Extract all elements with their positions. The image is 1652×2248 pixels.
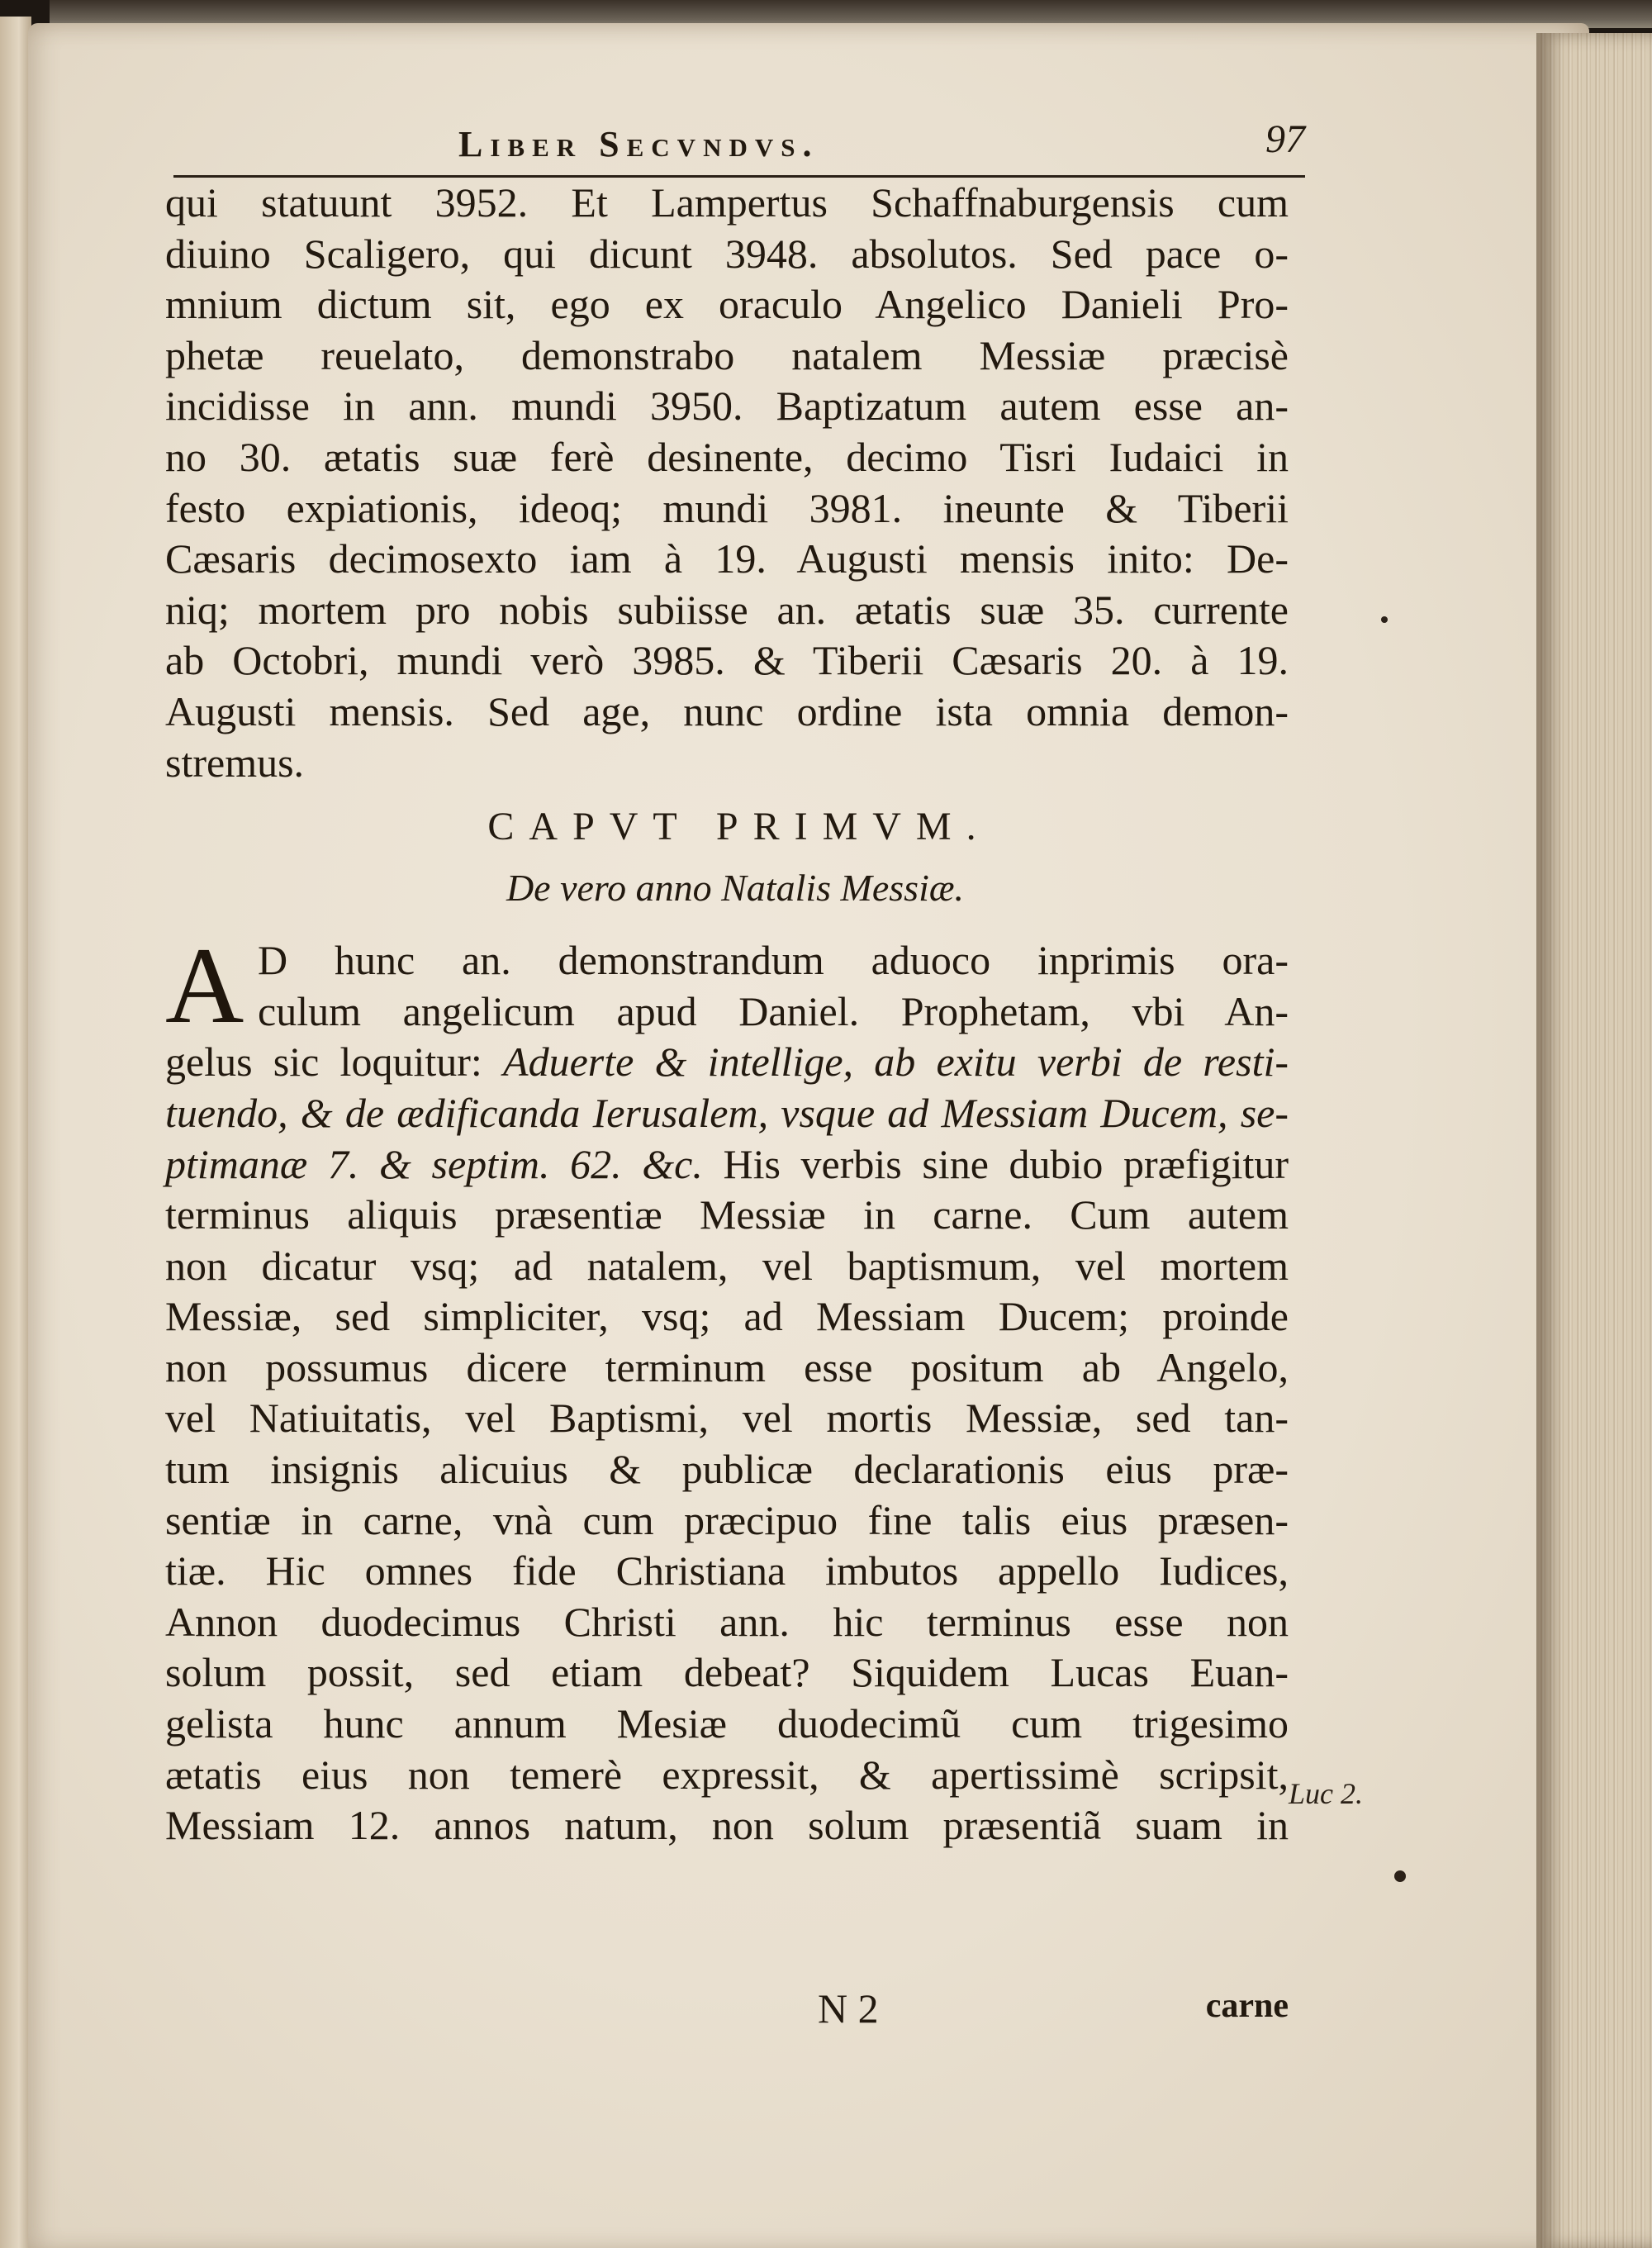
text-line: phetæ reuelato, demonstrabo natalem Messiæ præcisè: [165, 331, 1289, 378]
chapter-paragraph: [165, 924, 1289, 1851]
text-line: Cæsaris decimosexto iam à 19. Augusti mensis inito: De-: [165, 535, 1289, 582]
text-line: non possumus dicere terminum esse positum ab Angelo,: [165, 1343, 1289, 1390]
text-line: [165, 1037, 1289, 1088]
page-text: [165, 116, 1305, 1851]
text-line: Annon duodecimus Christi ann. hic terminus esse non: [165, 1598, 1289, 1645]
page-number: 97: [1265, 117, 1305, 161]
text-line: ætatis eius non temerè expressit, & apertissimè scripsit,: [165, 1751, 1289, 1798]
text-run: His verbis sine dubio præfigitur: [723, 1140, 1289, 1187]
text-line: festo expiationis, ideoq; mundi 3981. ineunte & Tiberii: [165, 484, 1289, 531]
intro-paragraph: [165, 178, 1289, 788]
text-line: Messiæ, sed simpliciter, vsq; ad Messiam Ducem; proinde: [165, 1293, 1289, 1340]
text-line: niq; mortem pro nobis subiisse an. ætatis suæ 35. currente: [165, 586, 1289, 633]
text-run: gelus sic loquitur:: [165, 1038, 504, 1086]
chapter-subtitle: De vero anno Natalis Messiæ.: [506, 867, 965, 910]
text-line: gelista hunc annum Mesiæ duodecimũ cum trigesimo: [165, 1700, 1289, 1747]
text-line: [165, 1139, 1289, 1191]
running-head-title: Liber Secvndvs.: [458, 124, 819, 164]
drop-cap: A: [165, 924, 244, 1047]
catchword: carne: [1205, 1987, 1289, 2025]
text-line: Messiam 12. annos natum, non solum præsentiã suam in: [165, 1802, 1289, 1849]
text-line: stremus.: [165, 739, 305, 786]
page-footer: [165, 1983, 1289, 2041]
text-line: non dicatur vsq; ad natalem, vel baptismum, vel mortem: [165, 1242, 1289, 1289]
text-line: tiæ. Hic omnes fide Christiana imbutos appello Iudices,: [165, 1547, 1289, 1595]
text-line: D hunc an. demonstrandum aduoco inprimis ora-: [258, 937, 1289, 984]
text-line: diuino Scaligero, qui dicunt 3948. absolutos. Sed pace o-: [165, 230, 1289, 277]
margin-note: Luc 2.: [1289, 1777, 1363, 1810]
text-line: qui statuunt 3952. Et Lampertus Schaffnaburgensis cum: [165, 179, 1289, 226]
text-line: mnium dictum sit, ego ex oraculo Angelico Danieli Pro-: [165, 281, 1289, 328]
quotation-italic: ptimanæ 7. & septim. 62. &c.: [165, 1140, 724, 1187]
text-line: sentiæ in carne, vnà cum præcipuo fine talis eius præsen-: [165, 1496, 1289, 1543]
previous-leaf-edge: [0, 17, 31, 2248]
chapter-title: CAPVT PRIMVM.: [487, 805, 991, 849]
page-fore-edge: [1536, 33, 1652, 2248]
text-line: Augusti mensis. Sed age, nunc ordine ista omnia demon-: [165, 687, 1289, 734]
text-line: incidisse in ann. mundi 3950. Baptizatum autem esse an-: [165, 383, 1289, 430]
text-line: tum insignis alicuius & publicæ declarationis eius præ-: [165, 1446, 1289, 1493]
quotation-line: tuendo, & de ædificanda Ierusalem, vsque ad Messiam Ducem, se-: [165, 1089, 1289, 1136]
text-line: solum possit, sed etiam debeat? Siquidem Lucas Euan-: [165, 1649, 1289, 1696]
quotation-italic: Aduerte & intellige, ab exitu verbi de resti-: [503, 1038, 1289, 1086]
signature-mark: N 2: [818, 1985, 879, 2032]
ink-speck: [1381, 616, 1388, 623]
text-line: terminus aliquis præsentiæ Messiæ in carne. Cum autem: [165, 1191, 1289, 1238]
running-head: [173, 116, 1305, 178]
ink-speck: [1394, 1870, 1406, 1882]
text-line: culum angelicum apud Daniel. Prophetam, vbi An-: [258, 987, 1289, 1034]
text-line: no 30. ætatis suæ ferè desinente, decimo Tisri Iudaici in: [165, 433, 1289, 480]
text-line: vel Natiuitatis, vel Baptismi, vel mortis Messiæ, sed tan-: [165, 1395, 1289, 1442]
text-line: ab Octobri, mundi verò 3985. & Tiberii Cæsaris 20. à 19.: [165, 637, 1289, 684]
